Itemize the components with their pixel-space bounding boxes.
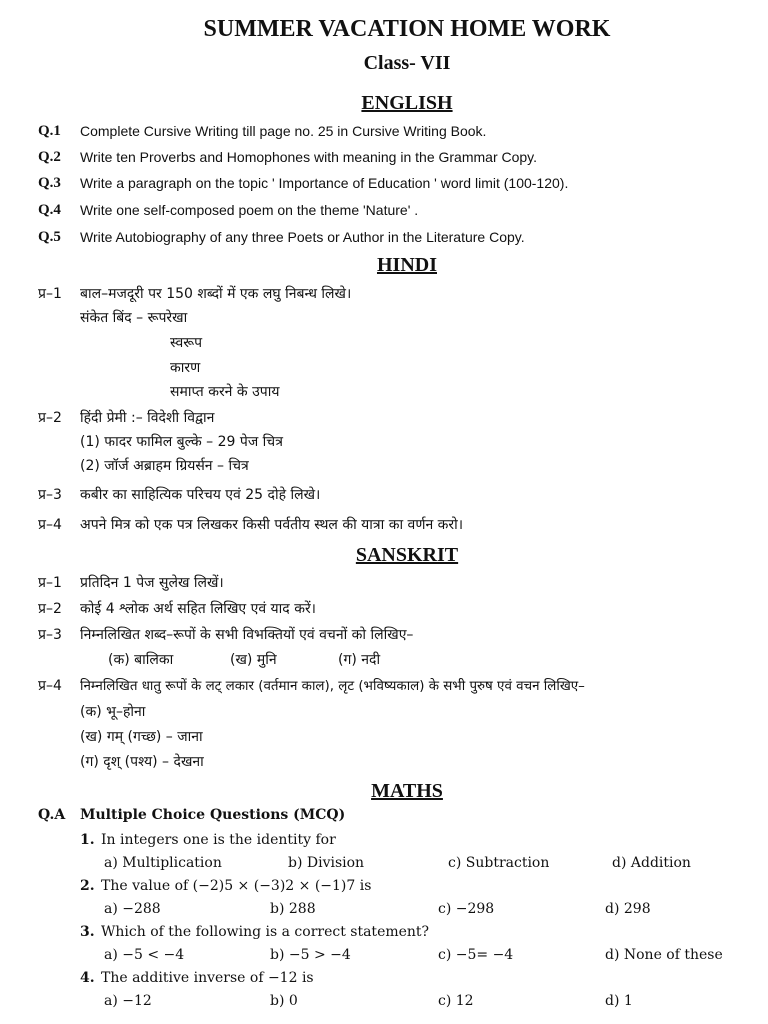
sanskrit-q3-number: प्र–3 (38, 627, 62, 643)
mcq-number: 1. (80, 832, 95, 848)
english-question-3 (38, 175, 748, 199)
question-text: Write a paragraph on the topic ' Importance of Education ' word limit (100-120). (80, 175, 569, 191)
sanskrit-q1-text: प्रतिदिन 1 पेज सुलेख लिखें। (80, 575, 224, 591)
hindi-q1-point: समाप्त करने के उपाय (170, 384, 280, 400)
mcq-option: c) 12 (438, 993, 474, 1009)
sanskrit-q4-item: (ख) गम् (गच्छ) – जाना (80, 729, 203, 745)
mcq-question: The value of (−2)5 × (−3)2 × (−1)7 is (101, 878, 372, 894)
sanskrit-q2-text: कोई 4 श्लोक अर्थ सहित लिखिए एवं याद करें। (80, 601, 316, 617)
mcq-option: d) 298 (605, 901, 651, 917)
mcq-option: a) −12 (104, 993, 152, 1009)
section-english-heading: ENGLISH (361, 92, 453, 114)
english-question-2 (38, 149, 748, 173)
mcq-option: c) −5= −4 (438, 947, 514, 963)
hindi-q2-item: (1) फादर फामिल बुल्के – 29 पेज चित्र (80, 434, 283, 450)
maths-qa-number: Q.A (38, 807, 66, 823)
english-question-5 (38, 229, 748, 253)
sanskrit-q4-text: निम्नलिखित धातु रूपों के लट् लकार (वर्तमान काल), लृट (भविष्यकाल) के सभी पुरुष एवं वचन लिखिए– (80, 679, 585, 694)
hindi-q1-outline: संकेत बिंद – रूपरेखा (80, 310, 188, 326)
hindi-q4-number: प्र–4 (38, 517, 62, 533)
hindi-q2-text: हिंदी प्रेमी :– विदेशी विद्वान (80, 410, 215, 426)
sanskrit-q1-number: प्र–1 (38, 575, 62, 591)
section-sanskrit-heading: SANSKRIT (355, 544, 459, 566)
mcq-option: c) −298 (438, 901, 495, 917)
sanskrit-q3-option: (ख) मुनि (230, 652, 277, 668)
hindi-q3-text: कबीर का साहित्यिक परिचय एवं 25 दोहे लिखे। (80, 487, 321, 503)
mcq-question: Which of the following is a correct statement? (101, 924, 430, 940)
mcq-option: d) None of these (605, 947, 723, 963)
question-text: Complete Cursive Writing till page no. 25 in Cursive Writing Book. (80, 123, 487, 139)
mcq-number: 2. (80, 878, 95, 894)
sanskrit-q3-text: निम्नलिखित शब्द–रूपों के सभी विभक्तियों एवं वचनों को लिखिए– (80, 627, 414, 643)
mcq-option: b) Division (288, 855, 365, 871)
question-text: Write ten Proverbs and Homophones with meaning in the Grammar Copy. (80, 149, 538, 165)
sanskrit-q2-number: प्र–2 (38, 601, 62, 617)
mcq-option: a) −288 (104, 901, 161, 917)
hindi-q2-item: (2) जॉर्ज अब्राहम ग्रियर्सन – चित्र (80, 458, 249, 474)
hindi-q3-number: प्र–3 (38, 487, 62, 503)
sanskrit-q3-option: (ग) नदी (338, 652, 381, 668)
hindi-q4-text: अपने मित्र को एक पत्र लिखकर किसी पर्वतीय स्थल की यात्रा का वर्णन करो। (80, 517, 464, 533)
sanskrit-q4-number: प्र–4 (38, 678, 62, 694)
hindi-q1-number: प्र–1 (38, 286, 62, 302)
question-number: Q.4 (38, 202, 61, 218)
mcq-question: The additive inverse of −12 is (101, 970, 314, 986)
hindi-q1-point: कारण (170, 360, 201, 376)
mcq-number: 4. (80, 970, 95, 986)
sanskrit-q4-item: (क) भू–होना (80, 704, 146, 720)
question-text: Write one self-composed poem on the theme 'Nature' . (80, 202, 419, 218)
mcq-option: b) −5 > −4 (270, 947, 351, 963)
question-number: Q.2 (38, 149, 61, 165)
mcq-option: d) Addition (612, 855, 691, 871)
mcq-option: c) Subtraction (448, 855, 550, 871)
section-maths-heading: MATHS (371, 780, 443, 802)
hindi-q1-text: बाल–मजदूरी पर 150 शब्दों में एक लघु निबन्ध लिखे। (80, 286, 352, 302)
mcq-question: In integers one is the identity for (101, 832, 336, 848)
class-label: Class- VII (363, 52, 451, 74)
sanskrit-q4-item: (ग) दृश् (पश्य) – देखना (80, 754, 204, 770)
question-number: Q.1 (38, 123, 61, 139)
question-number: Q.5 (38, 229, 61, 245)
mcq-option: a) Multiplication (104, 855, 222, 871)
section-hindi-heading: HINDI (376, 254, 437, 276)
maths-qa-title: Multiple Choice Questions (MCQ) (80, 807, 346, 823)
question-text: Write Autobiography of any three Poets or Author in the Literature Copy. (80, 229, 525, 245)
hindi-q2-number: प्र–2 (38, 410, 62, 426)
mcq-option: d) 1 (605, 993, 633, 1009)
sanskrit-q3-option: (क) बालिका (108, 652, 174, 668)
mcq-option: b) 288 (270, 901, 316, 917)
mcq-option: b) 0 (270, 993, 298, 1009)
english-question-1 (38, 123, 748, 147)
mcq-option: a) −5 < −4 (104, 947, 185, 963)
mcq-number: 3. (80, 924, 95, 940)
english-question-4 (38, 202, 748, 226)
question-number: Q.3 (38, 175, 61, 191)
page-title: SUMMER VACATION HOME WORK (203, 16, 611, 42)
hindi-q1-point: स्वरूप (170, 335, 203, 351)
